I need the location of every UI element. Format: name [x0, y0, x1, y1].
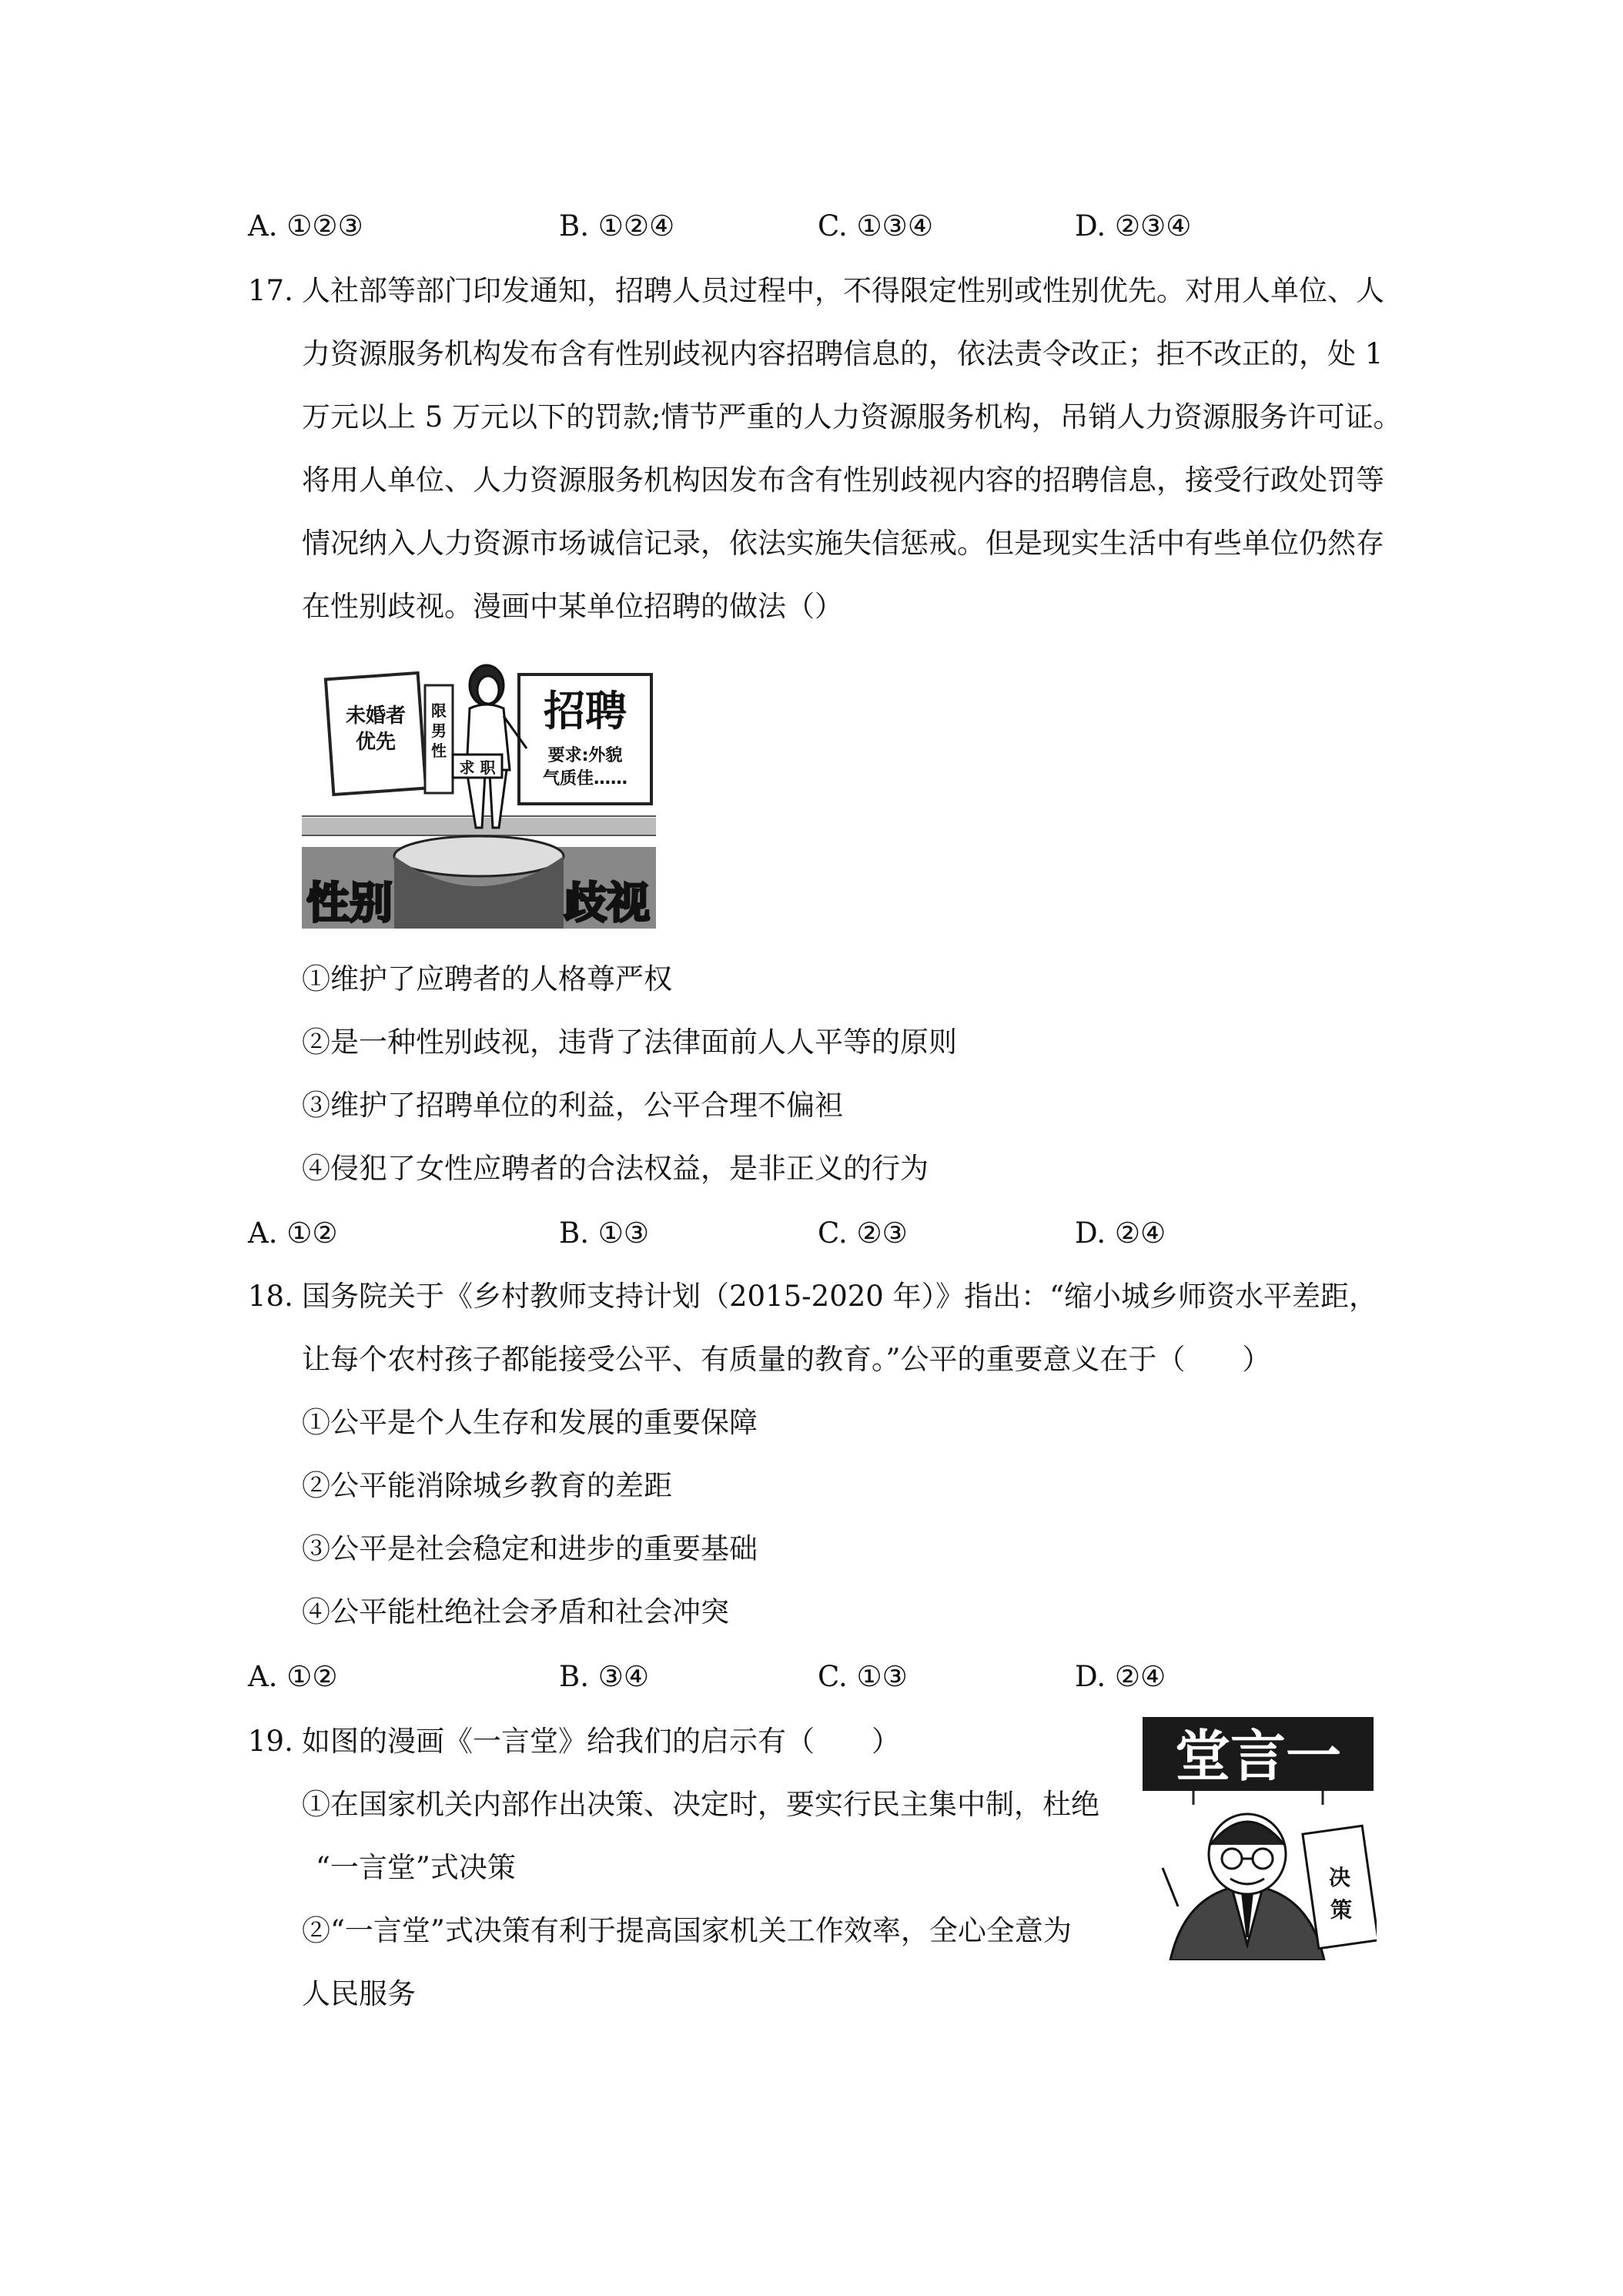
- statement: ②“一言堂”式决策有利于提高国家机关工作效率，全心全意为: [302, 1914, 1072, 1947]
- sign-left-text-2: 优先: [355, 731, 397, 754]
- stem-line: 人社部等部门印发通知，招聘人员过程中，不得限定性别或性别优先。对用人单位、人: [302, 274, 1384, 307]
- statement: ②是一种性别歧视，违背了法律面前人人平等的原则: [302, 1026, 957, 1059]
- statement: ②公平能消除城乡教育的差距: [302, 1469, 672, 1502]
- paper-char-2: 策: [1330, 1897, 1353, 1923]
- q18-option-a: A. ①②: [248, 1660, 338, 1693]
- sign-mid-char-3: 性: [431, 741, 447, 760]
- statement: “一言堂”式决策: [316, 1851, 516, 1884]
- stem-line: 将用人单位、人力资源服务机构因发布含有性别歧视内容的招聘信息，接受行政处罚等: [302, 464, 1384, 497]
- q18-option-c: C. ①③: [818, 1660, 908, 1693]
- sign-right-title: 招聘: [544, 687, 627, 735]
- q16-option-b: B. ①②④: [559, 209, 675, 243]
- q16-option-c: C. ①③④: [818, 209, 934, 243]
- gender-discrimination-cartoon: [302, 662, 656, 929]
- stem-line: 如图的漫画《一言堂》给我们的启示有（ ）: [302, 1725, 900, 1758]
- banner-text: 堂言一: [1174, 1724, 1342, 1789]
- platform: [394, 836, 564, 876]
- statement: ③维护了招聘单位的利益，公平合理不偏袒: [302, 1089, 843, 1122]
- statement: ④侵犯了女性应聘者的合法权益，是非正义的行为: [302, 1152, 929, 1185]
- q16-option-a: A. ①②③: [248, 209, 363, 243]
- job-card-text: 求 职: [459, 758, 496, 777]
- stem-line: 在性别歧视。漫画中某单位招聘的做法（）: [302, 590, 843, 623]
- one-voice-cartoon: [1139, 1714, 1377, 1960]
- ground-text-right: 歧视: [564, 879, 650, 929]
- stem-line: 让每个农村孩子都能接受公平、有质量的教育。”公平的重要意义在于（ ）: [302, 1343, 1271, 1376]
- statement: ①公平是个人生存和发展的重要保障: [302, 1406, 758, 1439]
- stem-line: 万元以上 5 万元以下的罚款;情节严重的人力资源服务机构，吊销人力资源服务许可证。: [302, 400, 1402, 433]
- q16-option-d: D. ②③④: [1075, 209, 1192, 243]
- q17-option-b: B. ①③: [559, 1217, 650, 1250]
- question-number: 17.: [248, 274, 293, 307]
- q18-option-b: B. ③④: [559, 1660, 650, 1693]
- q17-option-a: A. ①②: [248, 1217, 338, 1250]
- q17-option-c: C. ②③: [818, 1217, 908, 1250]
- statement: ④公平能杜绝社会矛盾和社会冲突: [302, 1595, 729, 1628]
- ground-text-left: 性别: [306, 879, 393, 929]
- sign-mid-char-1: 限: [431, 701, 447, 720]
- statement: 人民服务: [302, 1977, 416, 2010]
- sign-right-body-1: 要求:外貌: [547, 746, 623, 765]
- q17-option-d: D. ②④: [1075, 1217, 1166, 1250]
- sign-right-body-2: 气质佳……: [542, 769, 628, 788]
- question-number: 18.: [248, 1280, 293, 1313]
- stem-line: 力资源服务机构发布含有性别歧视内容招聘信息的，依法责令改正；拒不改正的，处 1: [302, 337, 1384, 370]
- sign-mid-char-2: 男: [431, 721, 447, 740]
- stem-line: 情况纳入人力资源市场诚信记录，依法实施失信惩戒。但是现实生活中有些单位仍然存: [302, 527, 1384, 560]
- question-number: 19.: [248, 1725, 293, 1758]
- statement: ①在国家机关内部作出决策、决定时，要实行民主集中制，杜绝: [302, 1788, 1099, 1821]
- paper-char-1: 决: [1328, 1865, 1351, 1890]
- sign-left-text-1: 未婚者: [345, 705, 407, 728]
- q18-option-d: D. ②④: [1075, 1660, 1166, 1693]
- statement: ①维护了应聘者的人格尊严权: [302, 962, 672, 996]
- statement: ③公平是社会稳定和进步的重要基础: [302, 1532, 758, 1565]
- stem-line: 国务院关于《乡村教师支持计划（2015-2020 年）》指出：“缩小城乡师资水平差距，: [302, 1280, 1378, 1313]
